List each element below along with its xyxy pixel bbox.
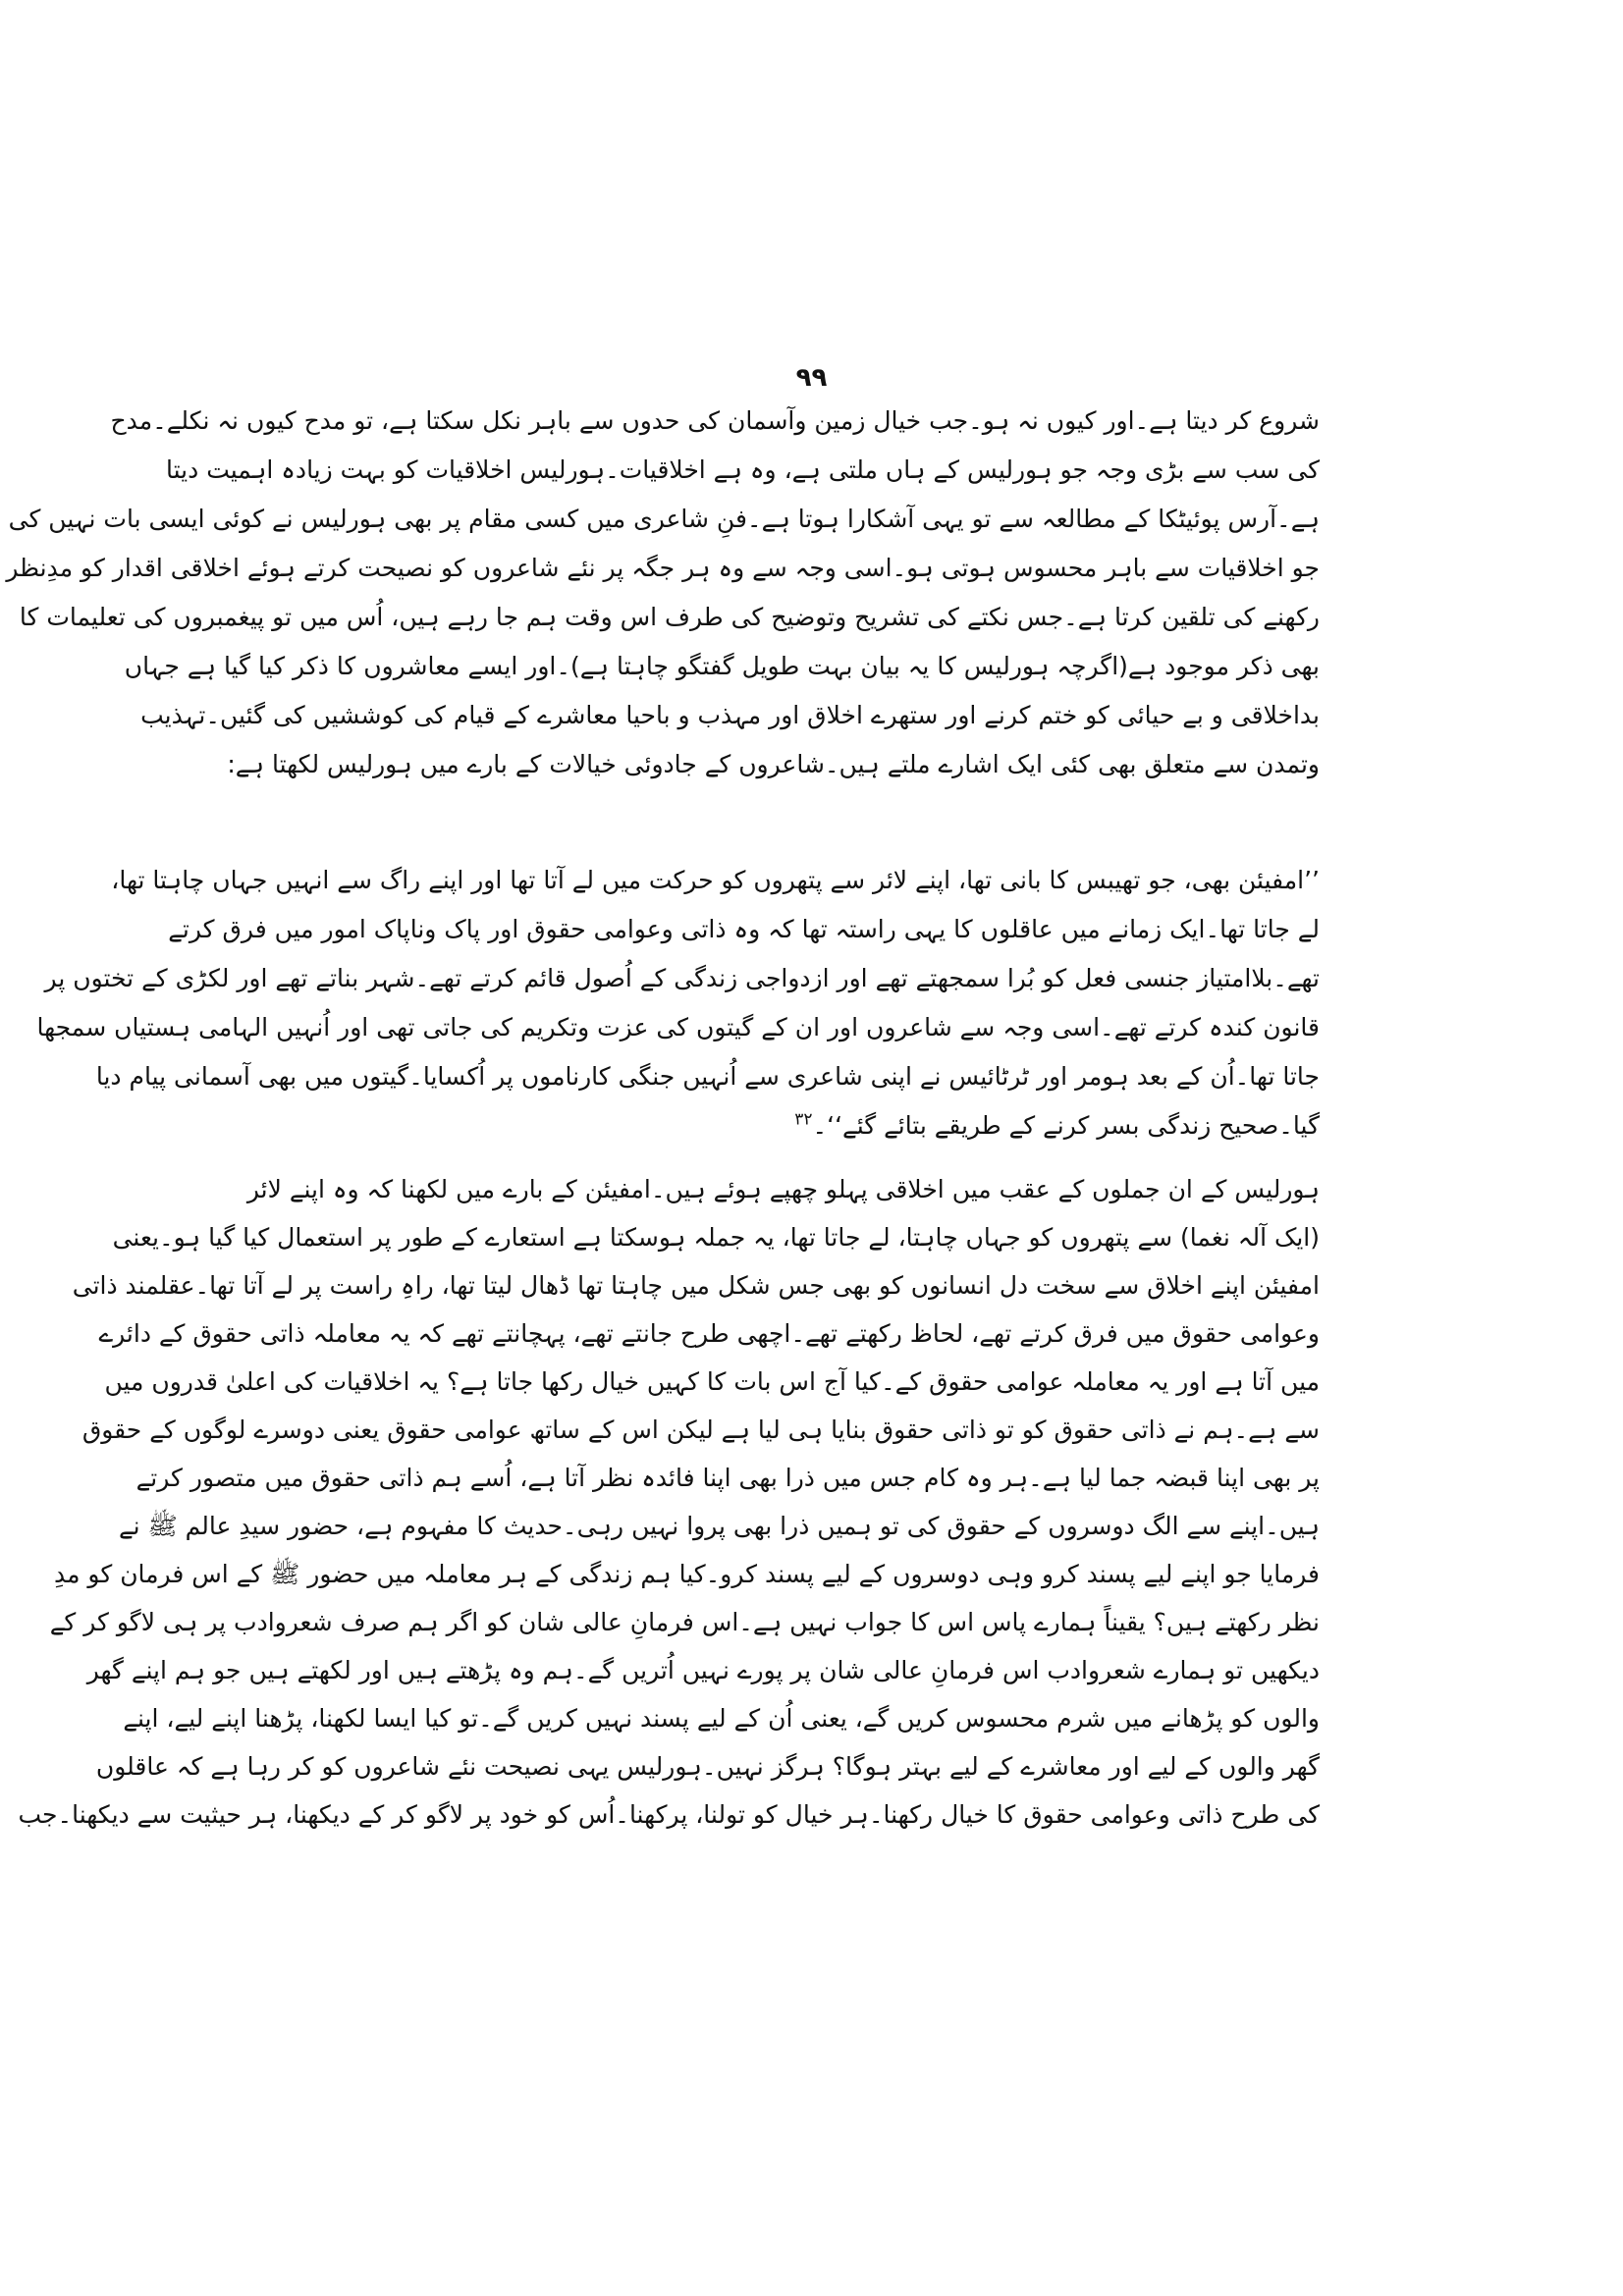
text-line: میں آتا ہے اور یہ معاملہ عوامی حقوق کے۔کیا آج اس بات کا کہیں خیال رکھا جاتا ہے؟ یہ اخلاقیات کی اعلیٰ قدروں میں (104, 1367, 1320, 1396)
text-line: جو اخلاقیات سے باہر محسوس ہوتی ہو۔اسی وجہ سے وہ ہر جگہ پر نئے شاعروں کو نصیحت کرتے ہوئے اخلاقی اقدار کو مدِنظر (6, 554, 1320, 582)
text-line: رکھنے کی تلقین کرتا ہے۔جس نکتے کی تشریح وتوضیح کی طرف اس وقت ہم جا رہے ہیں، اُس میں تو پیغمبروں کی تعلیمات کا (19, 603, 1320, 631)
text-line: گھر والوں کے لیے اور معاشرے کے لیے بہتر ہوگا؟ ہرگز نہیں۔ہورلیس یہی نصیحت نئے شاعروں کو کر رہا ہے کہ عاقلوں (95, 1752, 1320, 1781)
text-line: شروع کر دیتا ہے۔اور کیوں نہ ہو۔جب خیال زمین وآسمان کی حدوں سے باہر نکل سکتا ہے، تو مدح کیوں نہ نکلے۔مدح (110, 406, 1320, 435)
text-line: ہیں۔اپنے سے الگ دوسروں کے حقوق کی تو ہمیں ذرا بھی پروا نہیں رہی۔حدیث کا مفہوم ہے، حضور سیدِ عالم ﷺ نے (118, 1512, 1320, 1540)
text-line: (ایک آلہ نغما) سے پتھروں کو جہاں چاہتا، لے جاتا تھا، یہ جملہ ہوسکتا ہے استعارے کے طور پر استعمال کیا گیا ہو۔یعنی (112, 1223, 1320, 1252)
quote-line: قانون کندہ کرتے تھے۔اسی وجہ سے شاعروں اور ان کے گیتوں کی عزت وتکریم کی جاتی تھی اور اُنہیں الہامی ہستیاں سمجھا (36, 1013, 1320, 1041)
text-line: کی طرح ذاتی وعوامی حقوق کا خیال رکھنا۔ہر خیال کو تولنا، پرکھنا۔اُس کو خود پر لاگو کر کے دیکھنا، ہر حیثیت سے دیکھنا۔جب (18, 1800, 1320, 1829)
page-number: ۹۹ (795, 363, 828, 393)
text-line: ہورلیس کے ان جملوں کے عقب میں اخلاقی پہلو چھپے ہوئے ہیں۔امفیئن کے بارے میں لکھنا کہ وہ اپنے لائر (246, 1175, 1320, 1203)
text-line: امفیئن اپنے اخلاق سے سخت دل انسانوں کو بھی جس شکل میں چاہتا تھا ڈھال لیتا تھا، راہِ راست پر لے آتا تھا۔عقلمند ذاتی (72, 1271, 1320, 1300)
quote-line: جاتا تھا۔اُن کے بعد ہومر اور ٹرٹائیس نے اپنی شاعری سے اُنہیں جنگی کارناموں پر اُکسایا۔گیتوں میں بھی آسمانی پیام دیا (95, 1062, 1320, 1091)
quote-line-text: گیا۔صحیح زندگی بسر کرنے کے طریقے بتائے گئے‘‘۔ (812, 1111, 1320, 1140)
text-line: بھی ذکر موجود ہے(اگرچہ ہورلیس کا یہ بیان بہت طویل گفتگو چاہتا ہے)۔اور ایسے معاشروں کا ذکر کیا گیا ہے جہاں (124, 652, 1320, 680)
paragraph-2 (18, 1165, 1320, 1839)
text-line: کی سب سے بڑی وجہ جو ہورلیس کے ہاں ملتی ہے، وہ ہے اخلاقیات۔ہورلیس اخلاقیات کو بہت زیادہ اہمیت دیتا (166, 455, 1320, 484)
quote-line: ’’امفیئن بھی، جو تھیبس کا بانی تھا، اپنے لائر سے پتھروں کو حرکت میں لے آتا تھا اور اپنے راگ سے انہیں جہاں چاہتا تھا، (111, 866, 1320, 894)
paragraph-1 (6, 397, 1320, 789)
text-line: پر بھی اپنا قبضہ جما لیا ہے۔ہر وہ کام جس میں ذرا بھی اپنا فائدہ نظر آتا ہے، اُسے ہم ذاتی حقوق میں متصور کرتے (135, 1464, 1320, 1492)
text-line: والوں کو پڑھانے میں شرم محسوس کریں گے، یعنی اُن کے لیے پسند نہیں کریں گے۔تو کیا ایسا لکھنا، پڑھنا اپنے لیے، اپنے (123, 1704, 1320, 1733)
block-quote (36, 856, 1320, 1150)
text-line: نظر رکھتے ہیں؟ یقیناً ہمارے پاس اس کا جواب نہیں ہے۔اس فرمانِ عالی شان کو اگر ہم صرف شعروادب پر ہی لاگو کر کے (49, 1608, 1320, 1636)
text-line: دیکھیں تو ہمارے شعروادب اس فرمانِ عالی شان پر پورے نہیں اُتریں گے۔ہم وہ پڑھتے ہیں اور لکھتے ہیں جو ہم اپنے گھر (86, 1656, 1320, 1684)
text-line: بداخلاقی و بے حیائی کو ختم کرنے اور ستھرے اخلاق اور مہذب و باحیا معاشرے کے قیام کی کوششیں کی گئیں۔تہذیب (140, 701, 1320, 729)
text-line: ہے۔آرس پوئیٹکا کے مطالعہ سے تو یہی آشکارا ہوتا ہے۔فنِ شاعری میں کسی مقام پر بھی ہورلیس نے کوئی ایسی بات نہیں کی (8, 505, 1320, 533)
quote-line: تھے۔بلاامتیاز جنسی فعل کو بُرا سمجھتے تھے اور ازدواجی زندگی کے اُصول قائم کرتے تھے۔شہر بناتے تھے اور لکڑی کے تختوں پر (44, 964, 1320, 992)
text-line: فرمایا جو اپنے لیے پسند کرو وہی دوسروں کے لیے پسند کرو۔کیا ہم زندگی کے ہر معاملہ میں حضور ﷺ کے اس فرمان کو مدِ (53, 1560, 1320, 1588)
text-line: وعوامی حقوق میں فرق کرتے تھے، لحاظ رکھتے تھے۔اچھی طرح جانتے تھے، پہچانتے تھے کہ یہ معاملہ ذاتی حقوق کے دائرے (98, 1319, 1320, 1348)
text-line: وتمدن سے متعلق بھی کئی ایک اشارے ملتے ہیں۔شاعروں کے جادوئی خیالات کے بارے میں ہورلیس لکھتا ہے: (227, 750, 1320, 778)
quote-line: لے جاتا تھا۔ایک زمانے میں عاقلوں کا یہی راستہ تھا کہ وہ ذاتی وعوامی حقوق اور پاک وناپاک امور میں فرق کرتے (168, 915, 1320, 943)
footnote-reference: ۳۲ (794, 1109, 813, 1130)
quote-last-line (306, 1101, 1320, 1150)
text-line: سے ہے۔ہم نے ذاتی حقوق کو تو ذاتی حقوق بنایا ہی لیا ہے لیکن اس کے ساتھ عوامی حقوق یعنی دوسرے لوگوں کے حقوق (81, 1415, 1320, 1444)
